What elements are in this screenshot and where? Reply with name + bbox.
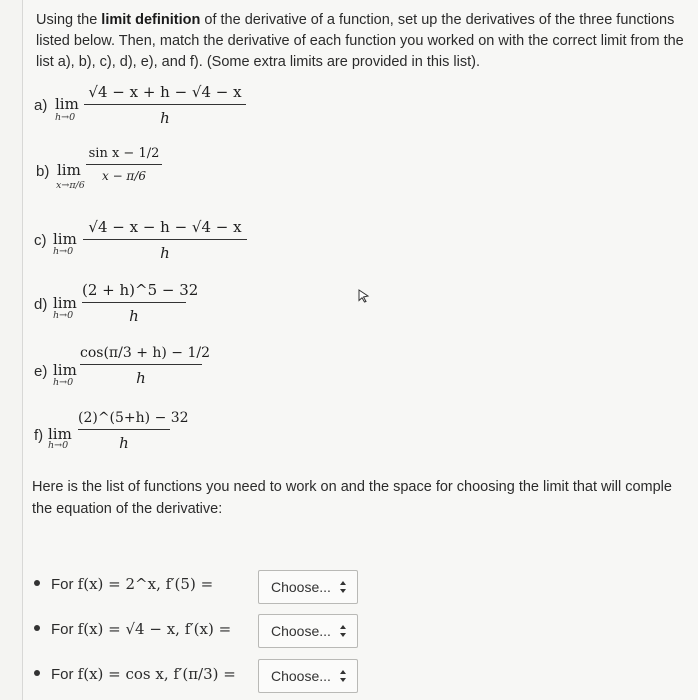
lim-subscript: h→0 — [55, 112, 76, 123]
option-label: e) — [34, 363, 48, 380]
option-label: a) — [34, 97, 48, 114]
fraction-numerator: √4 − x − h − √4 − x — [88, 218, 242, 236]
question-3: For f(x) = cos x, f′(π/3) = — [34, 665, 236, 683]
fraction-denominator: x − π/6 — [101, 169, 146, 183]
lim-subscript: h→0 — [48, 440, 69, 451]
fraction-denominator: h — [160, 109, 170, 127]
mouse-cursor-icon — [356, 289, 370, 303]
lim-operator: lim — [55, 95, 79, 113]
lim-subscript: h→0 — [53, 377, 74, 388]
lim-operator: lim — [57, 161, 81, 179]
lim-operator: lim — [53, 294, 77, 312]
bullet-dot — [34, 625, 40, 631]
lim-operator: lim — [48, 425, 72, 443]
lim-operator: lim — [53, 361, 77, 379]
fraction-numerator: sin x − 1/2 — [88, 146, 160, 161]
lim-subscript: h→0 — [53, 246, 74, 257]
fraction-denominator: h — [129, 307, 139, 325]
limit-fraction — [82, 281, 199, 325]
select-arrows-icon — [339, 669, 347, 683]
limit-fraction — [78, 410, 189, 452]
instructions-text: Using the limit definition of the derivative of a function, set up the derivatives of the three functions listed below. Then, match the derivative of each function you worked on with the correct limit from the list a), b), c), d), e), and f). (Some extra limits are provided in this list). — [36, 12, 684, 70]
option-label: d) — [34, 296, 48, 313]
fraction-numerator: (2)^(5+h) − 32 — [78, 410, 189, 426]
choose-select-3[interactable]: Choose... — [258, 659, 358, 693]
fraction-numerator: cos(π/3 + h) − 1/2 — [80, 345, 211, 361]
option-label: b) — [36, 163, 50, 180]
functions-instructions: Here is the list of functions you need to work on and the space for choosing the limit that will comple the equation of the derivative: — [32, 479, 672, 517]
bullet-dot — [34, 580, 40, 586]
lim-subscript: h→0 — [53, 310, 74, 321]
fraction-denominator: h — [119, 434, 129, 452]
limit-fraction — [86, 146, 162, 183]
select-arrows-icon — [339, 580, 347, 594]
limit-definition-bold: limit definition — [101, 12, 201, 28]
question-expression: f(x) = cos x, f′(π/3) = — [77, 665, 236, 683]
bullet-dot — [34, 670, 40, 676]
lim-operator: lim — [53, 230, 77, 248]
option-label: f) — [34, 427, 44, 444]
question-2: For f(x) = √4 − x, f′(x) = — [34, 620, 231, 638]
limit-fraction — [84, 83, 246, 127]
select-arrows-icon — [339, 624, 347, 638]
fraction-numerator: (2 + h)^5 − 32 — [82, 281, 199, 299]
fraction-numerator: √4 − x + h − √4 − x — [88, 83, 242, 101]
choose-select-2[interactable]: Choose... — [258, 614, 358, 648]
limit-fraction — [83, 218, 247, 262]
question-1: For f(x) = 2^x, f′(5) = — [34, 575, 213, 593]
fraction-denominator: h — [136, 369, 146, 387]
fraction-denominator: h — [160, 244, 170, 262]
limit-fraction — [80, 345, 211, 387]
question-expression: f(x) = √4 − x, f′(x) = — [77, 620, 232, 638]
lim-subscript: x→π/6 — [56, 180, 85, 191]
choose-select-1[interactable]: Choose... — [258, 570, 358, 604]
option-label: c) — [34, 232, 47, 249]
question-expression: f(x) = 2^x, f′(5) = — [77, 575, 214, 593]
